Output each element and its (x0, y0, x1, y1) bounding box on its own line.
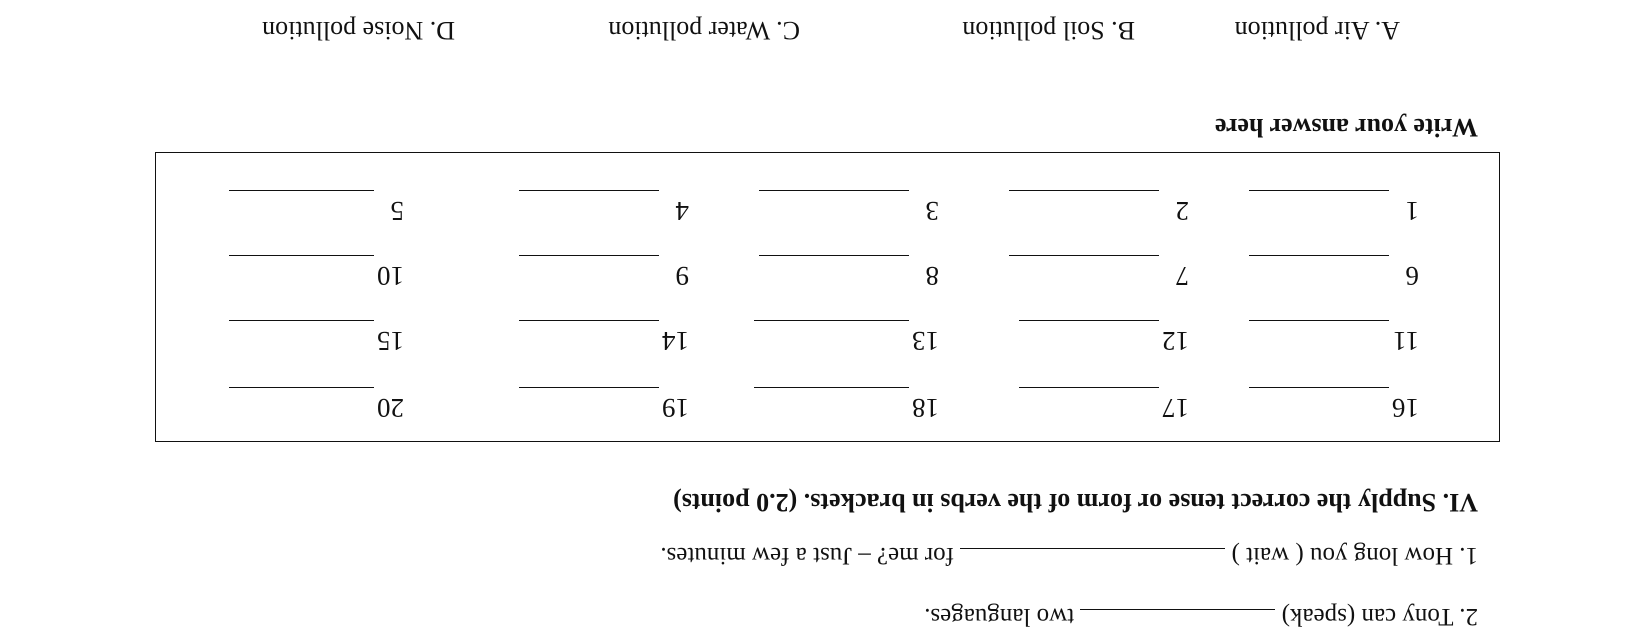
answer-number: 16 (1392, 393, 1419, 423)
answer-cell-3[interactable] (769, 190, 939, 226)
answer-number: 20 (377, 393, 404, 423)
answer-cell-16[interactable] (1249, 387, 1419, 423)
section-vi-heading: VI. Supply the correct tense or form of the verbs in brackets. (2.0 points) (673, 488, 1478, 517)
answer-cell-7[interactable] (1019, 255, 1189, 291)
answer-grid (155, 152, 1500, 442)
answer-number: 10 (377, 261, 404, 291)
answer-cell-10[interactable] (234, 255, 404, 291)
answer-cell-11[interactable] (1249, 320, 1419, 356)
question-1-blank[interactable] (960, 548, 1225, 550)
question-2-prompt: 2. Tony can (speak) (1281, 603, 1478, 630)
option-c[interactable]: C. Water pollution (608, 16, 800, 45)
answer-cell-6[interactable] (1249, 255, 1419, 291)
answer-cell-13[interactable] (769, 320, 939, 356)
answer-cell-1[interactable] (1249, 190, 1419, 226)
answer-number: 17 (1162, 393, 1189, 423)
answer-number: 19 (662, 393, 689, 423)
answer-number: 6 (1405, 261, 1419, 291)
answer-cell-17[interactable] (1019, 387, 1189, 423)
answer-number: 12 (1162, 326, 1189, 356)
answer-number: 5 (390, 196, 404, 226)
answer-cell-2[interactable] (1019, 190, 1189, 226)
answer-cell-15[interactable] (234, 320, 404, 356)
question-2 (924, 602, 1478, 630)
answer-cell-4[interactable] (519, 190, 689, 226)
answer-number: 14 (662, 326, 689, 356)
question-1-prompt: 1. How long you ( wait ) (1231, 542, 1478, 569)
answer-number: 11 (1393, 326, 1419, 356)
answer-number: 9 (675, 261, 689, 291)
answer-number: 13 (912, 326, 939, 356)
answer-cell-20[interactable] (234, 387, 404, 423)
answer-cell-12[interactable] (1019, 320, 1189, 356)
answer-number: 1 (1405, 196, 1419, 226)
question-1-tail: for me? – Just a few minutes. (660, 542, 954, 569)
option-b[interactable]: B. Soil pollution (962, 16, 1135, 45)
option-d[interactable]: D. Noise pollution (262, 16, 455, 45)
write-answer-heading: Write your answer here (1214, 113, 1478, 142)
answer-cell-5[interactable] (234, 190, 404, 226)
option-a[interactable]: A. Air pollution (1234, 16, 1400, 45)
answer-number: 18 (912, 393, 939, 423)
answer-number: 15 (377, 326, 404, 356)
answer-number: 8 (925, 261, 939, 291)
answer-cell-18[interactable] (769, 387, 939, 423)
answer-number: 4 (675, 196, 689, 226)
answer-cell-14[interactable] (519, 320, 689, 356)
answer-number: 3 (925, 196, 939, 226)
question-2-tail: two languages. (924, 603, 1075, 630)
question-1 (660, 541, 1478, 569)
answer-cell-9[interactable] (519, 255, 689, 291)
answer-number: 2 (1175, 196, 1189, 226)
answer-number: 7 (1175, 261, 1189, 291)
answer-cell-8[interactable] (769, 255, 939, 291)
answer-cell-19[interactable] (519, 387, 689, 423)
question-2-blank[interactable] (1080, 609, 1275, 611)
